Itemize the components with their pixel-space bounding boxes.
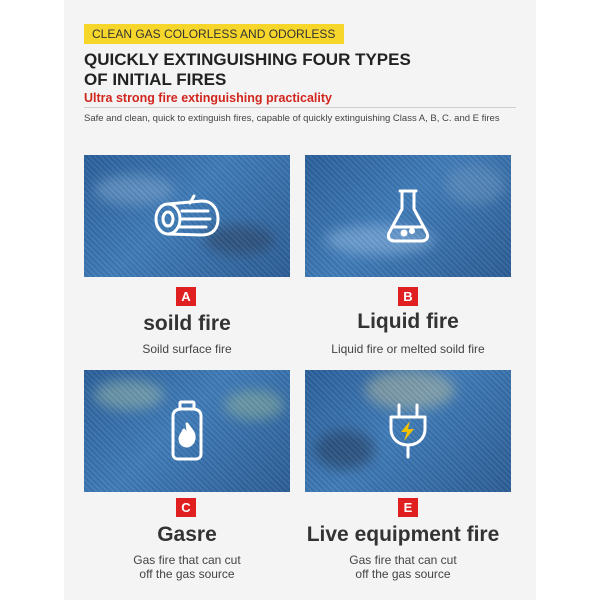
class-a-badge: A — [176, 287, 196, 306]
card-a-image — [84, 155, 290, 277]
tagline-banner: CLEAN GAS COLORLESS AND ODORLESS — [84, 24, 344, 44]
description-text: Safe and clean, quick to extinguish fires, capable of quickly extinguishing Class A, B, C. and E fires — [84, 113, 500, 124]
class-b-badge: B — [398, 287, 418, 306]
card-b-image — [305, 155, 511, 277]
title-line-2: OF INITIAL FIRES — [84, 70, 227, 89]
card-a-title: soild fire — [143, 312, 231, 335]
gas-cylinder-icon — [167, 400, 207, 462]
card-c-subtitle-line-1: Gas fire that can cut — [133, 553, 241, 567]
card-c-title: Gasre — [157, 523, 217, 546]
class-e-badge: E — [398, 498, 418, 517]
electric-plug-icon — [383, 401, 433, 461]
card-e-image — [305, 370, 511, 492]
subtitle: Ultra strong fire extinguishing practicality — [84, 91, 332, 105]
card-e-subtitle — [283, 553, 523, 581]
log-icon — [152, 193, 222, 239]
card-b-title: Liquid fire — [357, 310, 459, 333]
card-c-subtitle — [67, 553, 307, 581]
card-e-subtitle-line-1: Gas fire that can cut — [349, 553, 457, 567]
page-title — [84, 50, 504, 90]
card-b-subtitle: Liquid fire or melted soild fire — [331, 342, 485, 356]
flask-icon — [384, 187, 432, 245]
card-e-title: Live equipment fire — [306, 523, 500, 546]
card-c-image — [84, 370, 290, 492]
card-e-subtitle-line-2: off the gas source — [355, 567, 451, 581]
divider — [84, 107, 516, 108]
title-line-1: QUICKLY EXTINGUISHING FOUR TYPES — [84, 50, 411, 69]
content-background — [64, 0, 536, 600]
card-a-subtitle: Soild surface fire — [142, 342, 232, 356]
class-c-badge: C — [176, 498, 196, 517]
card-c-subtitle-line-2: off the gas source — [139, 567, 235, 581]
